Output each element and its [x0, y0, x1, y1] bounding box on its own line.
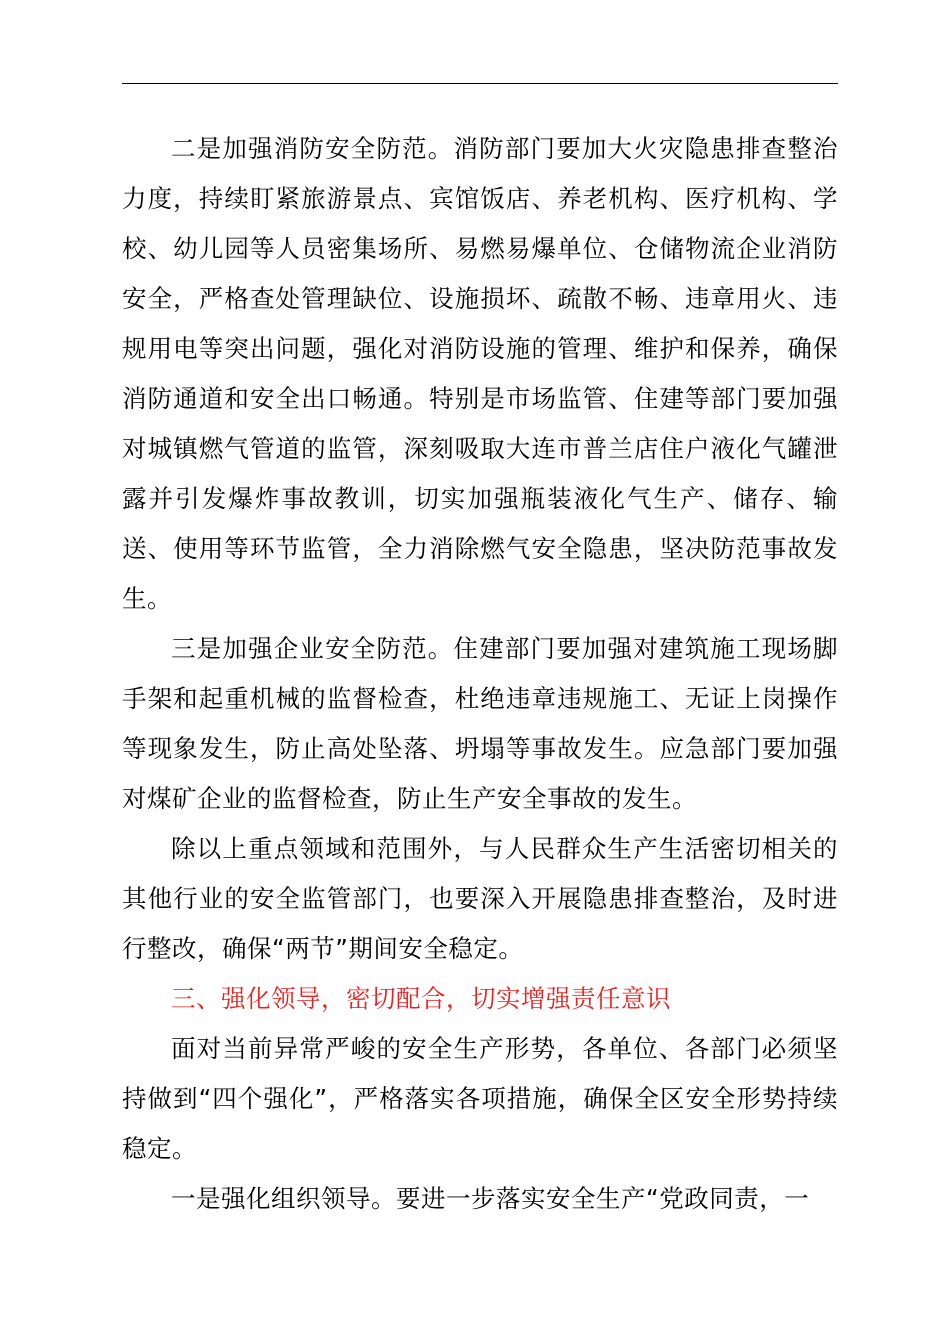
paragraph-fire-safety: 二是加强消防安全防范。消防部门要加大火灾隐患排查整治力度，持续盯紧旅游景点、宾馆饭店、养老机构、医疗机构、学校、幼儿园等人员密集场所、易燃易爆单位、仓储物流企业消防安全，严格查处管理缺位、设施损坏、疏散不畅、违章用火、违规用电等突出问题，强化对消防设施的管理、维护和保养，确保消防通道和安全出口畅通。特别是市场监管、住建等部门要加强对城镇燃气管道的监管，深刻吸取大连市普兰店住户液化气罐泄露并引发爆炸事故教训，切实加强瓶装液化气生产、储存、输送、使用等环节监管，全力消除燃气安全隐患，坚决防范事故发生。 — [122, 134, 838, 613]
paragraph-enterprise-safety: 三是加强企业安全防范。住建部门要加强对建筑施工现场脚手架和起重机械的监督检查，杜绝违章违规施工、无证上岗操作等现象发生，防止高处坠落、坍塌等事故发生。应急部门要加强对煤矿企业的监督检查，防止生产安全事故的发生。 — [122, 634, 838, 813]
paragraph-organization-leadership: 一是强化组织领导。要进一步落实安全生产“党政同责，一 — [171, 1184, 810, 1213]
document-body — [122, 124, 838, 1224]
header-rule — [122, 83, 838, 84]
section-heading: 三、强化领导，密切配合，切实增强责任意识 — [171, 984, 671, 1013]
paragraph-four-strengthen: 面对当前异常严峻的安全生产形势，各单位、各部门必须坚持做到“四个强化”，严格落实各项措施，确保全区安全形势持续稳定。 — [122, 1034, 838, 1163]
paragraph-other-industries: 除以上重点领域和范围外，与人民群众生产生活密切相关的其他行业的安全监管部门，也要深入开展隐患排查整治，及时进行整改，确保“两节”期间安全稳定。 — [122, 834, 838, 963]
